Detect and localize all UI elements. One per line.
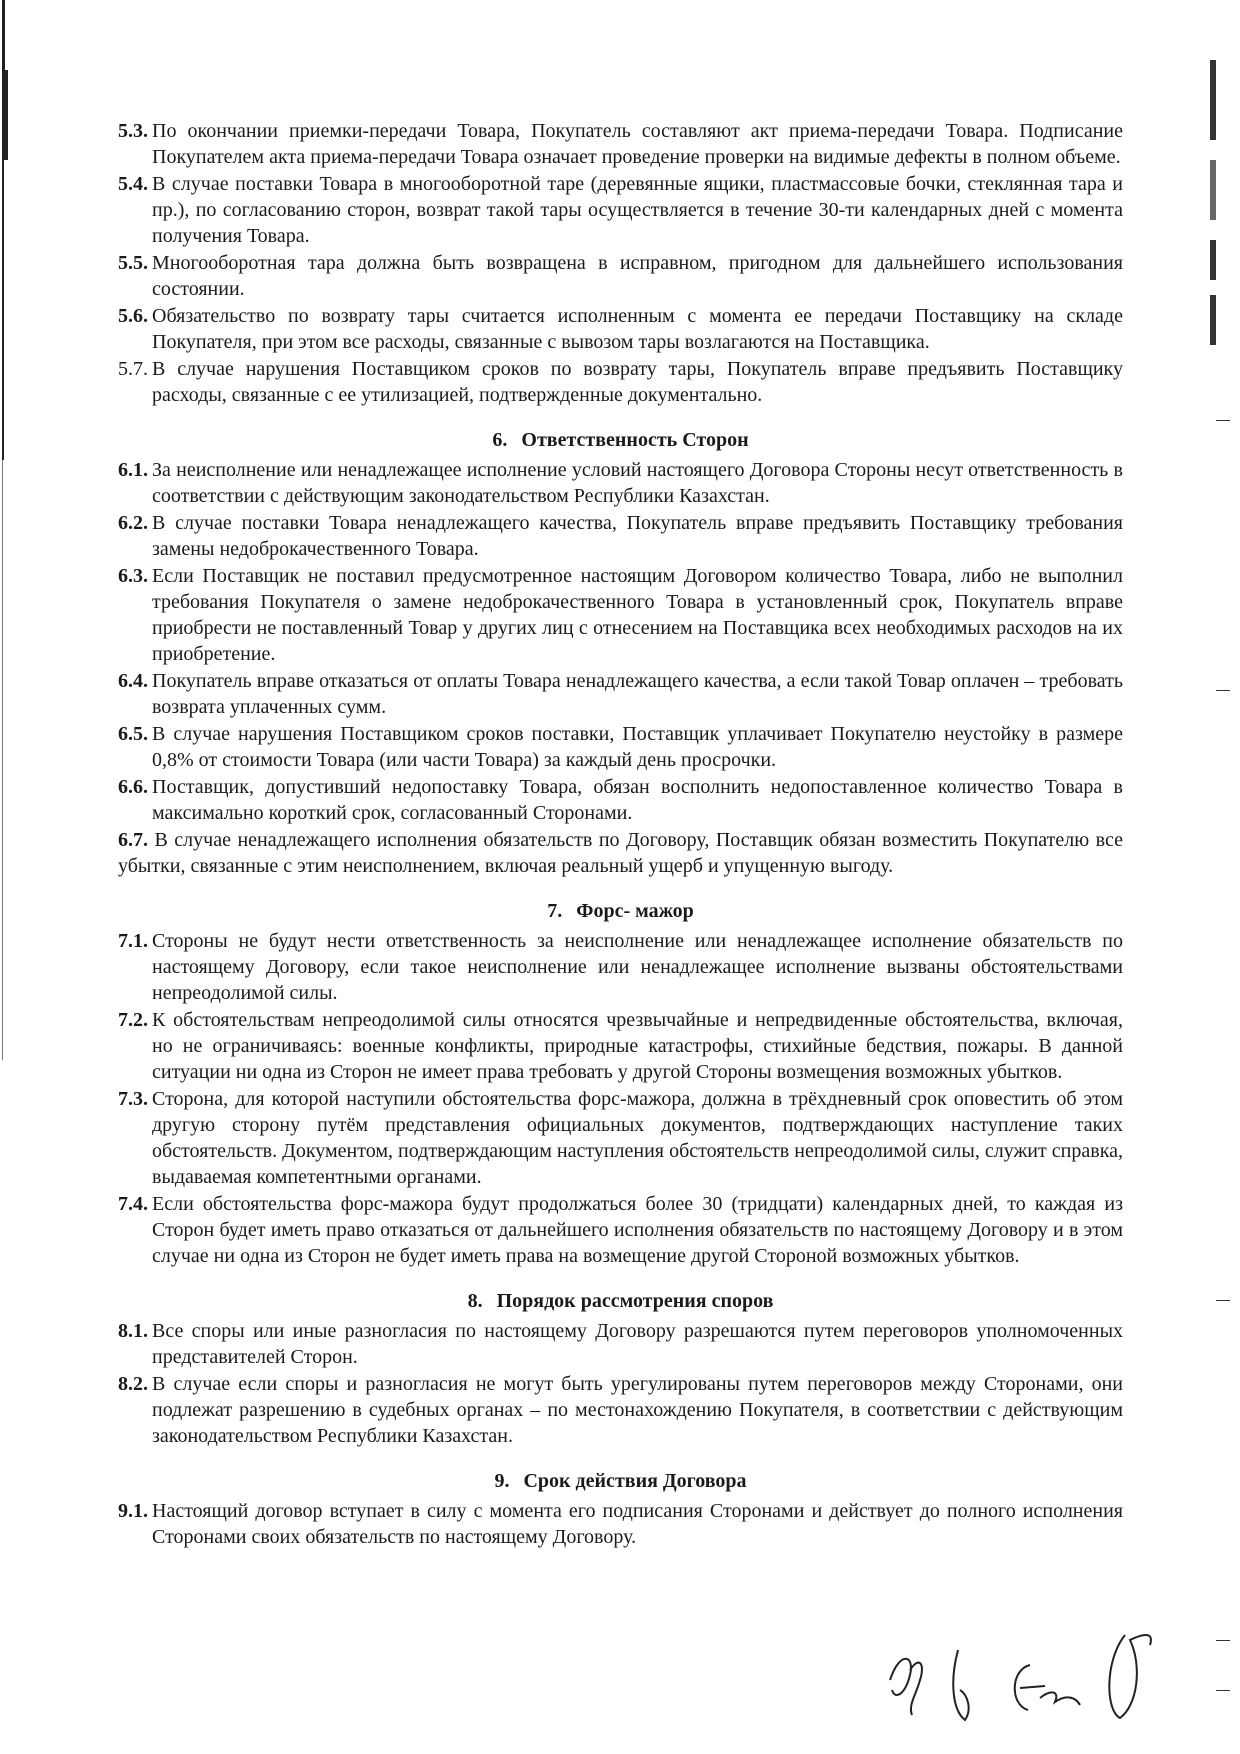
handwritten-initials <box>880 1610 1180 1730</box>
section-6 <box>118 427 1123 879</box>
clause-text: Если Поставщик не поставил предусмотренное настоящим Договором количество Товара, либо не выполнил требования Покупателя о замене недоброкачественного Товара в установленный срок, Покупатель вправе приобрести не поставленный Товар у других лиц с отнесением на Поставщика всех необходимых расходов на их приобретение. <box>152 565 1123 665</box>
clause-6-3 <box>118 563 1123 667</box>
clause-text: За неисполнение или ненадлежащее исполнение условий настоящего Договора Стороны несут ответственность в соответствии с действующим законодательством Республики Казахстан. <box>152 459 1123 507</box>
section-title: Форс- мажор <box>576 900 694 922</box>
clause-text: В случае ненадлежащего исполнения обязательств по Договору, Поставщик обязан возместить Покупателю все убытки, связанные с этим неисполнением, включая реальный ущерб и упущенную выгоду. <box>118 829 1123 877</box>
clause-text: Поставщик, допустивший недопоставку Товара, обязан восполнить недопоставленное количество Товара в максимально короткий срок, согласованный Сторонами. <box>152 776 1123 824</box>
clause-number: 5.4. <box>118 173 148 195</box>
clause-6-6 <box>118 774 1123 826</box>
clause-5-3 <box>118 118 1123 170</box>
clause-7-2 <box>118 1007 1123 1085</box>
clause-6-4 <box>118 668 1123 720</box>
clause-5-7 <box>118 356 1123 408</box>
clause-text: В случае нарушения Поставщиком сроков по возврату тары, Покупатель вправе предъявить Поставщику расходы, связанные с ее утилизацией, подтвержденные документально. <box>152 358 1123 406</box>
clause-number: 6.1. <box>118 459 148 481</box>
section-number: 6. <box>492 429 508 451</box>
section-7 <box>118 898 1123 1269</box>
scan-edge-left <box>0 0 14 1754</box>
section-title: Срок действия Договора <box>523 1470 747 1492</box>
clause-text: Покупатель вправе отказаться от оплаты Товара ненадлежащего качества, а если такой Товар оплачен – требовать возврата уплаченных сумм. <box>152 670 1123 718</box>
clause-8-1 <box>118 1318 1123 1370</box>
clause-text: Обязательство по возврату тары считается исполненным с момента ее передачи Поставщику на складе Покупателя, при этом все расходы, связанные с вывозом тары возлагаются на Поставщика. <box>152 305 1123 353</box>
clause-6-7 <box>118 827 1123 879</box>
section-number: 7. <box>547 900 563 922</box>
section-number: 9. <box>494 1470 510 1492</box>
initial-mark-3 <box>1015 1665 1080 1710</box>
clause-text: Если обстоятельства форс-мажора будут продолжаться более 30 (тридцати) календарных дней, то каждая из Сторон будет иметь право отказаться от дальнейшего исполнения обязательств по настоящему Договору и в этом случае ни одна из Сторон не будет иметь права на возмещение другой Стороной возможных убытков. <box>152 1193 1123 1267</box>
contract-text <box>118 118 1123 1551</box>
clause-text: Сторона, для которой наступили обстоятельства форс-мажора, должна в трёхдневный срок оповестить об этом другую сторону путём представления официальных документов, подтверждающих наступление таких обстоятельств. Документом, подтверждающим наступления обстоятельств непреодолимой силы, служит справка, выдаваемая компетентными органами. <box>152 1088 1123 1188</box>
clause-number: 8.1. <box>118 1320 148 1342</box>
clause-5-6 <box>118 303 1123 355</box>
clause-5-5 <box>118 250 1123 302</box>
clause-9-1 <box>118 1498 1123 1550</box>
clause-number: 6.3. <box>118 565 148 587</box>
clause-text: Многооборотная тара должна быть возвращена в исправном, пригодном для дальнейшего использования состоянии. <box>152 252 1123 300</box>
clause-text: В случае если споры и разногласия не могут быть урегулированы путем переговоров между Сторонами, они подлежат разрешению в судебных органах – по местонахождению Покупателя, в соответствии с действующим законодательством Республики Казахстан. <box>152 1373 1123 1447</box>
clause-text: Настоящий договор вступает в силу с момента его подписания Сторонами и действует до полного исполнения Сторонами своих обязательств по настоящему Договору. <box>152 1500 1123 1548</box>
clause-6-1 <box>118 457 1123 509</box>
clause-5-4 <box>118 171 1123 249</box>
clause-number: 6.2. <box>118 512 148 534</box>
clause-number: 5.7. <box>118 358 148 380</box>
clause-number: 9.1. <box>118 1500 148 1522</box>
clause-number: 7.2. <box>118 1009 148 1031</box>
clause-7-3 <box>118 1086 1123 1190</box>
section-9 <box>118 1468 1123 1550</box>
clause-7-4 <box>118 1191 1123 1269</box>
clause-text: По окончании приемки-передачи Товара, Покупатель составляют акт приема-передачи Товара. Подписание Покупателем акта приема-передачи Товара означает проведение проверки на видимые дефекты в полном объеме. <box>152 120 1123 168</box>
initial-mark-1 <box>890 1659 922 1715</box>
clause-number: 7.3. <box>118 1088 148 1110</box>
section-number: 8. <box>467 1290 483 1312</box>
scan-edge-right <box>1200 0 1240 1754</box>
clause-text: В случае поставки Товара в многооборотной таре (деревянные ящики, пластмассовые бочки, стеклянная тара и пр.), по согласованию сторон, возврат такой тары осуществляется в течение 30-ти календарных дней с момента получения Товара. <box>152 173 1123 247</box>
clause-number: 7.1. <box>118 930 148 952</box>
clause-text: Все споры или иные разногласия по настоящему Договору разрешаются путем переговоров уполномоченных представителей Сторон. <box>152 1320 1123 1368</box>
clause-number: 5.5. <box>118 252 148 274</box>
clause-number: 8.2. <box>118 1373 148 1395</box>
clause-number: 6.7. <box>118 829 148 851</box>
section-heading <box>118 1468 1123 1494</box>
clause-number: 5.6. <box>118 305 148 327</box>
section-title: Ответственность Сторон <box>521 429 749 451</box>
clause-7-1 <box>118 928 1123 1006</box>
clause-number: 7.4. <box>118 1193 148 1215</box>
initial-mark-4 <box>1109 1635 1151 1718</box>
clause-text: В случае поставки Товара ненадлежащего качества, Покупатель вправе предъявить Поставщику требования замены недоброкачественного Товара. <box>152 512 1123 560</box>
clause-text: К обстоятельствам непреодолимой силы относятся чрезвычайные и непредвиденные обстоятельства, включая, но не ограничиваясь: военные конфликты, природные катастрофы, стихийные бедствия, пожары. В данной ситуации ни одна из Сторон не имеет права требовать у другой Стороны возмещения возможных убытков. <box>152 1009 1123 1083</box>
clause-number: 5.3. <box>118 120 148 142</box>
clause-text: В случае нарушения Поставщиком сроков поставки, Поставщик уплачивает Покупателю неустойку в размере 0,8% от стоимости Товара (или части Товара) за каждый день просрочки. <box>152 723 1123 771</box>
section-heading <box>118 1288 1123 1314</box>
clause-text: Стороны не будут нести ответственность за неисполнение или ненадлежащее исполнение обязательств по настоящему Договору, если такое неисполнение или ненадлежащее исполнение вызваны обстоятельствами непреодолимой силы. <box>152 930 1123 1004</box>
initial-mark-2 <box>953 1650 968 1720</box>
clause-6-2 <box>118 510 1123 562</box>
clause-number: 6.6. <box>118 776 148 798</box>
section-heading <box>118 898 1123 924</box>
section-title: Порядок рассмотрения споров <box>496 1290 774 1312</box>
section-heading <box>118 427 1123 453</box>
section-5 <box>118 118 1123 408</box>
clause-8-2 <box>118 1371 1123 1449</box>
clause-number: 6.4. <box>118 670 148 692</box>
clause-number: 6.5. <box>118 723 148 745</box>
section-8 <box>118 1288 1123 1449</box>
clause-6-5 <box>118 721 1123 773</box>
